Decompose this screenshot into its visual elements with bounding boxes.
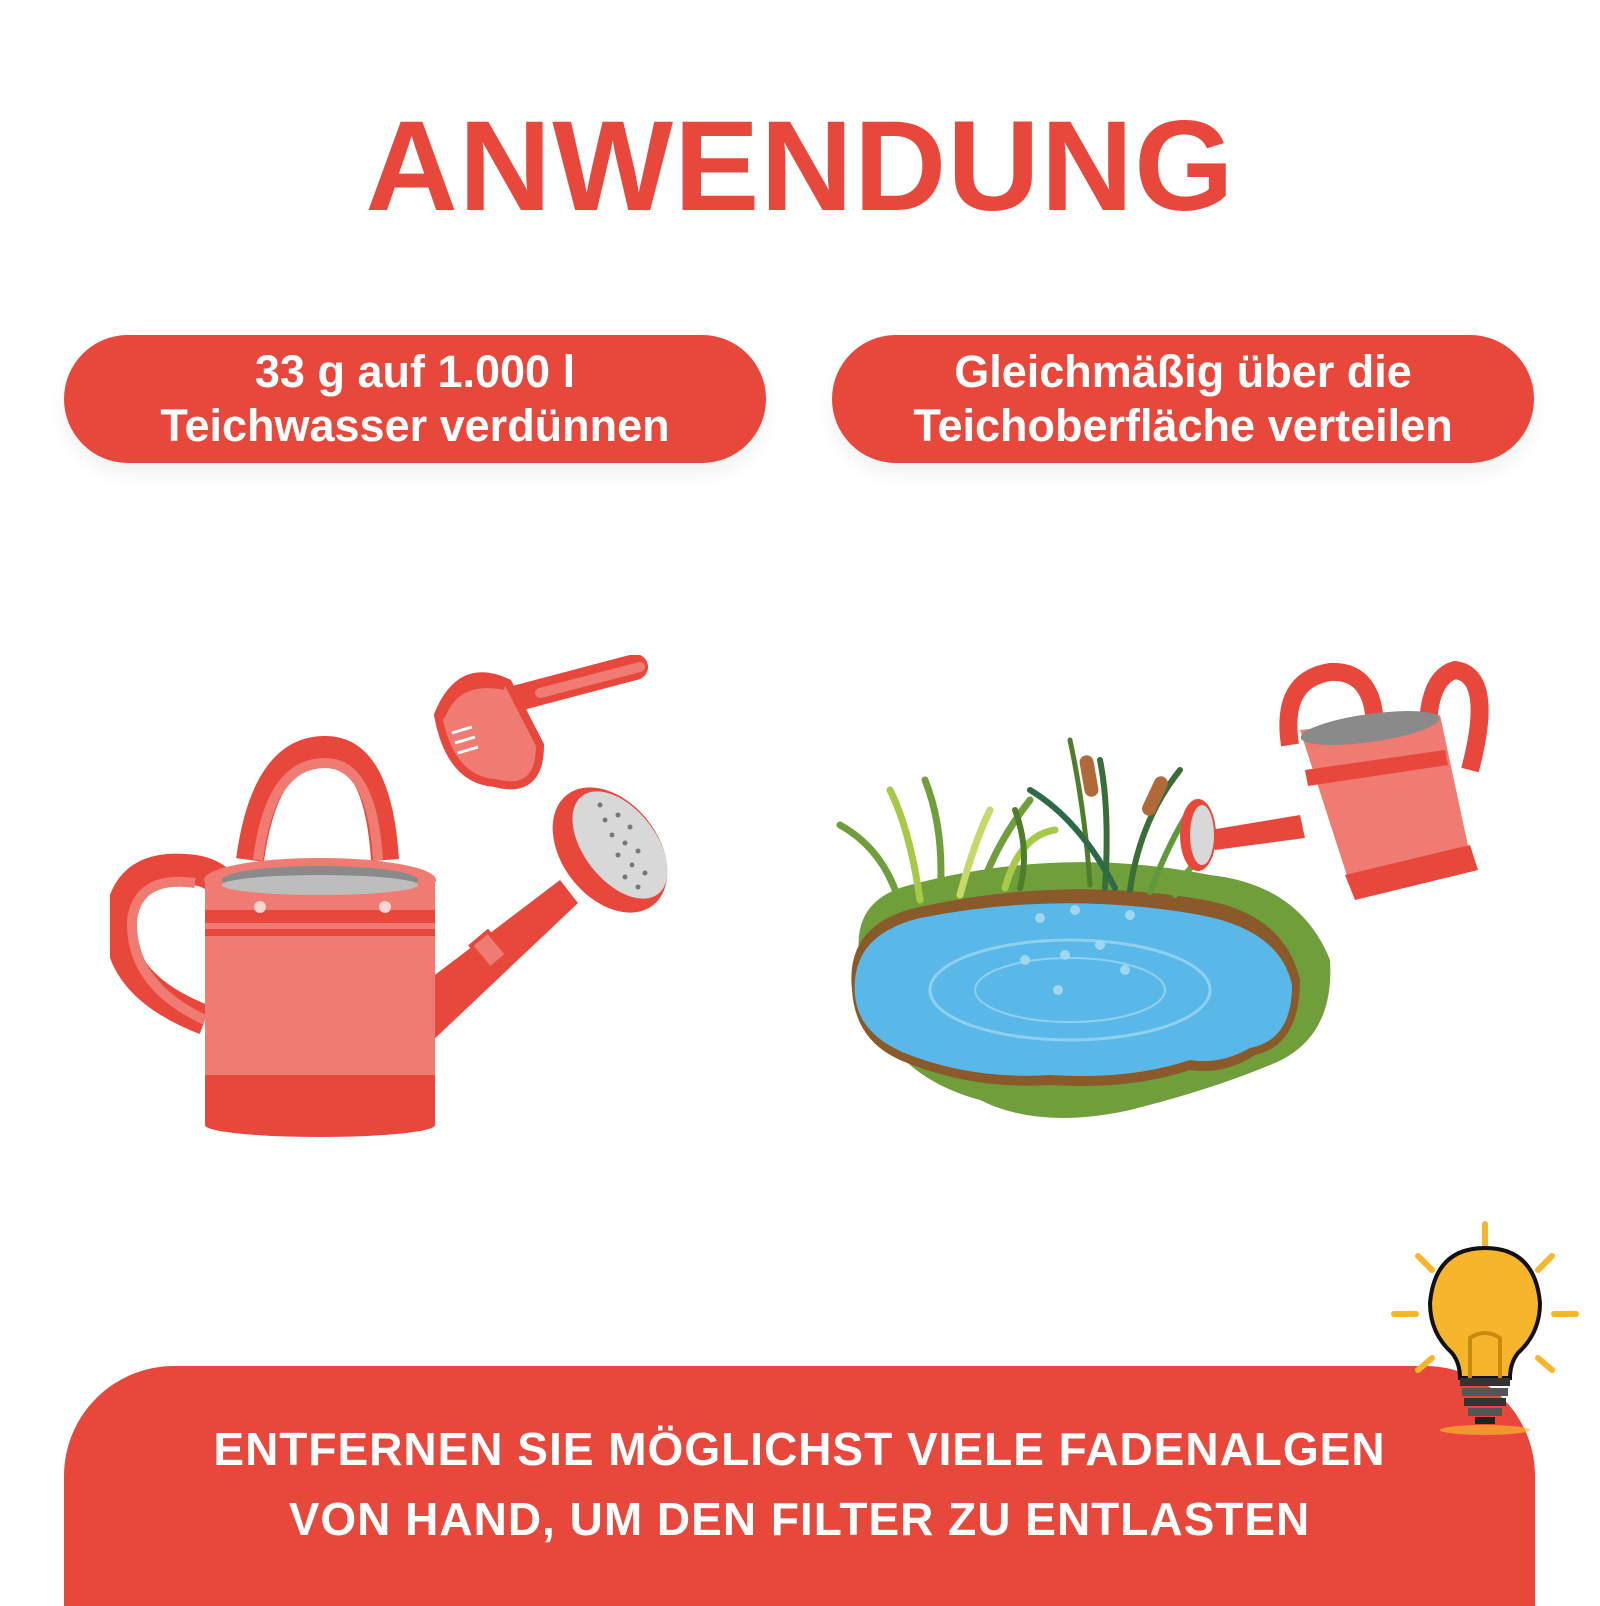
tip-line-1: ENTFERNEN SIE MÖGLICHST VIELE FADENALGEN [213,1423,1386,1475]
step-1-line-2: Teichwasser verdünnen [160,400,670,451]
cattail-icon [1078,754,1170,818]
step-2-line-1: Gleichmäßig über die [954,346,1412,397]
page-title: ANWENDUNG [365,95,1235,238]
step-2-line-2: Teichoberfläche verteilen [913,400,1453,451]
step-1-line-1: 33 g auf 1.000 l [254,346,576,397]
step-1-badge [64,335,766,463]
tip-line-2: VON HAND, UM DEN FILTER ZU ENTLASTEN [288,1493,1311,1545]
watering-can-icon [1180,670,1480,900]
watering-can-icon [120,750,670,1137]
step-2-badge [832,335,1534,463]
lightbulb-icon [1390,1218,1590,1448]
measuring-scoop-icon [438,667,640,785]
pond-watering-icon [830,660,1520,1170]
watering-can-and-scoop-icon [110,655,670,1165]
tip-text [64,1414,1535,1554]
